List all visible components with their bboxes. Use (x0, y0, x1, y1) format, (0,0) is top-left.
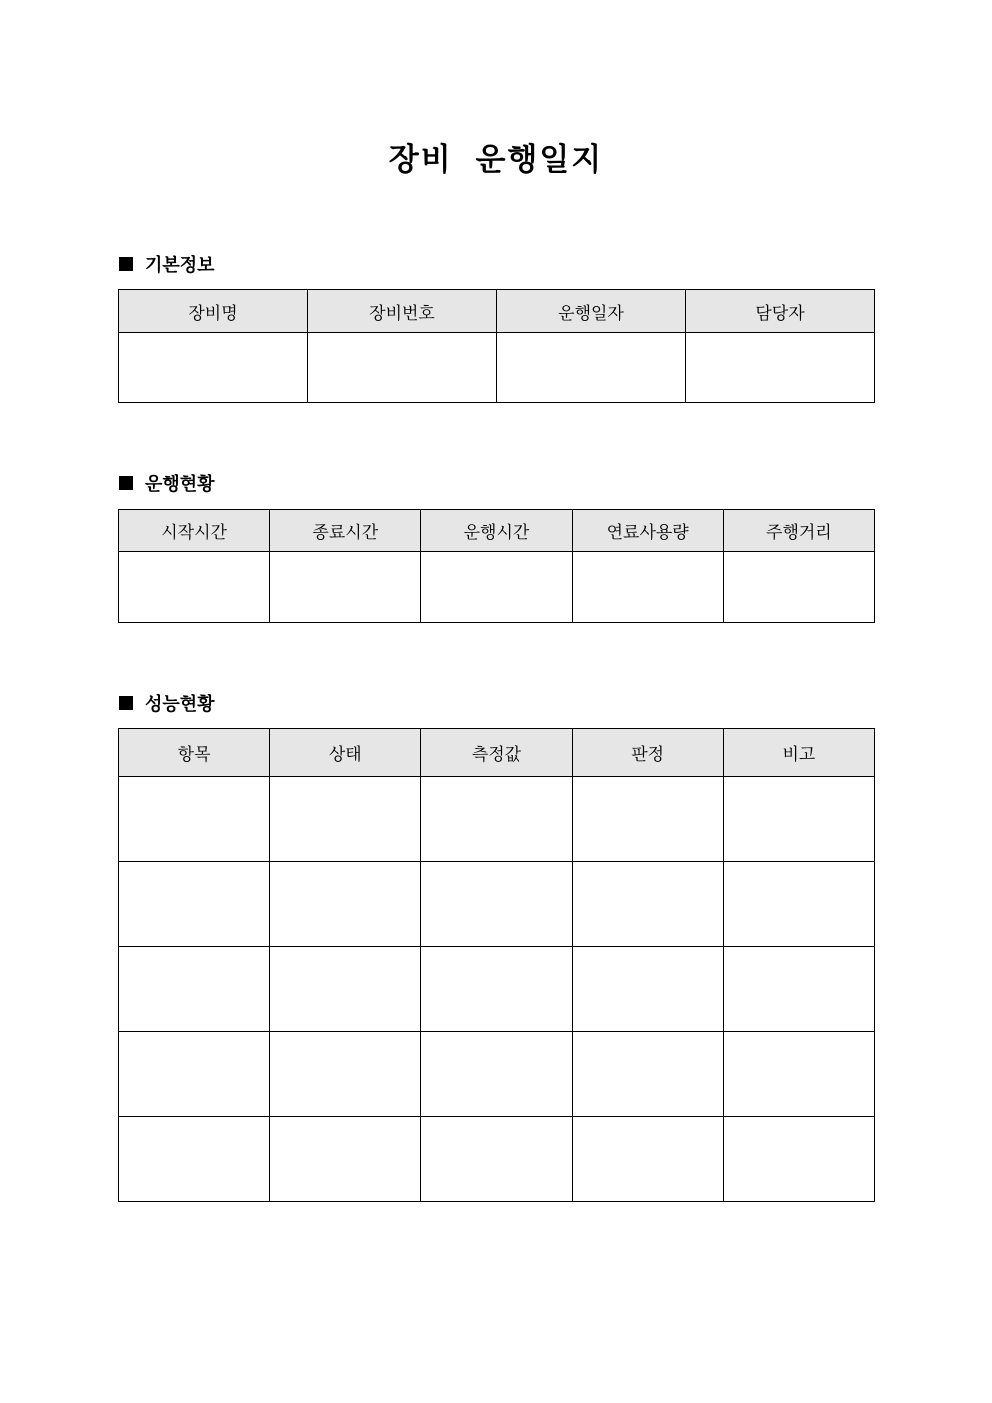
input-cell[interactable] (119, 777, 270, 862)
section-title: 운행현황 (145, 474, 215, 495)
header-cell: 항목 (119, 729, 270, 777)
input-cell[interactable] (497, 333, 686, 403)
header-cell: 주행거리 (723, 510, 874, 552)
header-cell: 담당자 (686, 290, 875, 333)
input-cell[interactable] (270, 862, 421, 947)
header-cell: 시작시간 (119, 510, 270, 552)
table-row (119, 947, 875, 1032)
header-cell: 연료사용량 (572, 510, 723, 552)
input-cell[interactable] (119, 862, 270, 947)
header-cell: 상태 (270, 729, 421, 777)
input-cell[interactable] (421, 1117, 572, 1202)
document-title: 장비 운행일지 (388, 142, 604, 178)
input-cell[interactable] (270, 552, 421, 623)
header-cell: 운행시간 (421, 510, 572, 552)
section-heading-performance-status (119, 691, 215, 715)
black-square-icon (119, 257, 133, 271)
input-cell[interactable] (270, 1032, 421, 1117)
input-cell[interactable] (119, 947, 270, 1032)
table-row (119, 552, 875, 623)
black-square-icon (119, 476, 133, 490)
input-cell[interactable] (572, 1117, 723, 1202)
section-heading-basic-info (119, 252, 215, 276)
basic-info-table (118, 289, 875, 403)
section-heading-operation-status (119, 471, 215, 495)
input-cell[interactable] (421, 777, 572, 862)
table-row (119, 1117, 875, 1202)
operation-status-table (118, 509, 875, 623)
input-cell[interactable] (572, 777, 723, 862)
table-row (119, 862, 875, 947)
input-cell[interactable] (421, 552, 572, 623)
input-cell[interactable] (270, 777, 421, 862)
input-cell[interactable] (572, 947, 723, 1032)
performance-status-table (118, 728, 875, 1202)
input-cell[interactable] (308, 333, 497, 403)
black-square-icon (119, 696, 133, 710)
table-row (119, 333, 875, 403)
header-row (119, 290, 875, 333)
input-cell[interactable] (119, 1032, 270, 1117)
input-cell[interactable] (723, 1117, 874, 1202)
input-cell[interactable] (119, 552, 270, 623)
input-cell[interactable] (119, 1117, 270, 1202)
input-cell[interactable] (421, 1032, 572, 1117)
header-row (119, 729, 875, 777)
input-cell[interactable] (572, 862, 723, 947)
header-cell: 종료시간 (270, 510, 421, 552)
input-cell[interactable] (270, 1117, 421, 1202)
input-cell[interactable] (723, 947, 874, 1032)
input-cell[interactable] (572, 552, 723, 623)
input-cell[interactable] (119, 333, 308, 403)
header-cell: 장비명 (119, 290, 308, 333)
header-cell: 장비번호 (308, 290, 497, 333)
input-cell[interactable] (572, 1032, 723, 1117)
input-cell[interactable] (723, 862, 874, 947)
table-row (119, 777, 875, 862)
header-cell: 비고 (723, 729, 874, 777)
header-row (119, 510, 875, 552)
header-cell: 측정값 (421, 729, 572, 777)
input-cell[interactable] (270, 947, 421, 1032)
section-title: 성능현황 (145, 694, 215, 715)
table-row (119, 1032, 875, 1117)
header-cell: 판정 (572, 729, 723, 777)
input-cell[interactable] (723, 1032, 874, 1117)
section-title: 기본정보 (145, 255, 215, 276)
header-cell: 운행일자 (497, 290, 686, 333)
input-cell[interactable] (421, 862, 572, 947)
input-cell[interactable] (723, 552, 874, 623)
input-cell[interactable] (723, 777, 874, 862)
input-cell[interactable] (421, 947, 572, 1032)
input-cell[interactable] (686, 333, 875, 403)
